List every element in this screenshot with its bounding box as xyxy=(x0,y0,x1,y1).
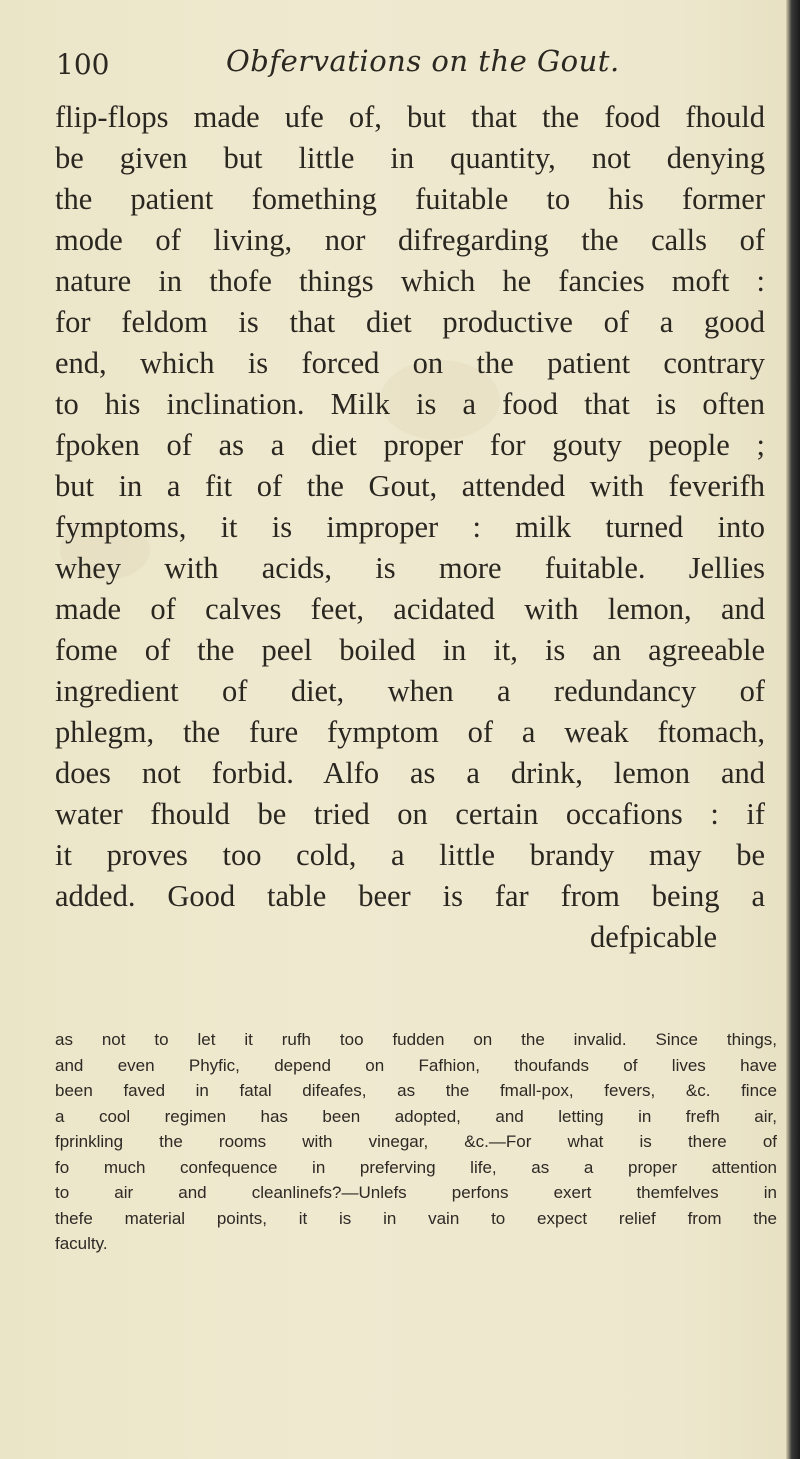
footnote-line: as not to let it rufh too fudden on the invalid. Since things, xyxy=(55,1030,777,1049)
footnote-line: to air and cleanlinefs?—Unlefs perfons exert themfelves in xyxy=(55,1183,777,1202)
footnote-line: thefe material points, it is in vain to expect relief from the xyxy=(55,1208,777,1228)
footnote-line: fo much confequence in preferving life, as a proper attention xyxy=(55,1157,777,1177)
body-line: fome of the peel boiled in it, is an agreeable xyxy=(55,633,765,667)
body-line: water fhould be tried on certain occafions : if xyxy=(55,797,765,831)
footnote-line: faculty. xyxy=(55,1234,108,1253)
body-line: nature in thofe things which he fancies moft : xyxy=(55,264,765,298)
body-line: be given but little in quantity, not denying xyxy=(55,141,765,175)
catchword: defpicable xyxy=(589,920,717,954)
body-line: mode of living, nor difregarding the calls of xyxy=(55,223,765,257)
footnote xyxy=(55,1027,777,1257)
body-line: whey with acids, is more fuitable. Jellies xyxy=(55,551,765,585)
body-line: made of calves feet, acidated with lemon, and xyxy=(55,592,765,626)
body-line: fpoken of as a diet proper for gouty people ; xyxy=(55,428,765,462)
footnote-line: fprinkling the rooms with vinegar, &c.—For what is there of xyxy=(55,1132,777,1151)
body-line: it proves too cold, a little brandy may be xyxy=(55,838,765,872)
footnote-line: a cool regimen has been adopted, and letting in frefh air, xyxy=(55,1106,777,1126)
body-line: phlegm, the fure fymptom of a weak ftomach, xyxy=(55,715,765,749)
body-text xyxy=(55,97,765,958)
body-line: but in a fit of the Gout, attended with feverifh xyxy=(55,469,765,503)
page-header xyxy=(28,40,768,90)
body-line: for feldom is that diet productive of a good xyxy=(55,305,765,339)
page-number: 100 xyxy=(56,48,110,81)
body-line: flip-flops made ufe of, but that the food fhould xyxy=(55,100,765,134)
body-line: ingredient of diet, when a redundancy of xyxy=(55,674,765,708)
body-line: to his inclination. Milk is a food that is often xyxy=(55,387,765,421)
body-line: end, which is forced on the patient contrary xyxy=(55,346,765,380)
binding-edge xyxy=(786,0,800,1459)
body-line: does not forbid. Alfo as a drink, lemon and xyxy=(55,756,765,790)
body-line: fymptoms, it is improper : milk turned into xyxy=(55,510,765,544)
body-line: added. Good table beer is far from being a xyxy=(55,879,765,913)
body-line: the patient fomething fuitable to his former xyxy=(55,182,765,216)
running-title: Obfervations on the Gout. xyxy=(226,44,620,78)
footnote-line: and even Phyfic, depend on Fafhion, thoufands of lives have xyxy=(55,1055,777,1075)
footnote-line: been faved in fatal difeafes, as the fmall-pox, fevers, &c. fince xyxy=(55,1081,777,1100)
